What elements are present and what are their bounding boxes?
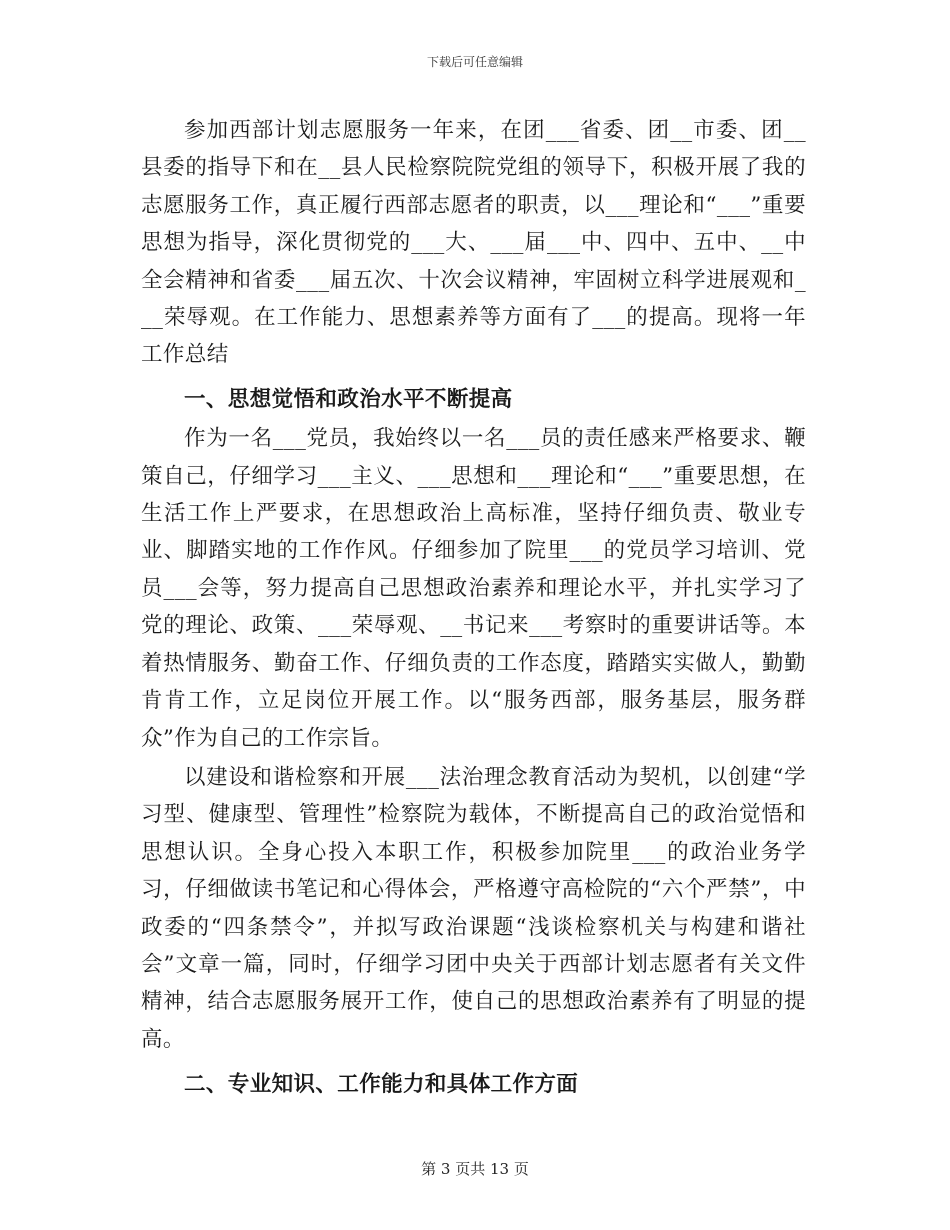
page-footer: 第 3 页共 13 页 (421, 1160, 529, 1178)
document-body (141, 112, 806, 1104)
intro-paragraph: 参加西部计划志愿服务一年来，在团___省委、团__市委、团__县委的指导下和在__县人民检察院院党组的领导下，积极开展了我的志愿服务工作，真正履行西部志愿者的职责，以___理论和“___”重要思想为指导，深化贯彻党的___大、___届___中、四中、五中、__中全会精神和省委___届五次、十次会议精神，牢固树立科学进展观和___荣辱观。在工作能力、思想素养等方面有了___的提高。现将一年工作总结 (141, 118, 806, 368)
page-header: 下载后可任意编辑 (426, 55, 523, 69)
section-heading-2: 二、专业知识、工作能力和具体工作方面 (184, 1072, 579, 1098)
section-heading-1: 一、思想觉悟和政治水平不断提高 (184, 386, 513, 412)
section-1-paragraph-2: 以建设和谐检察和开展___法治理念教育活动为契机，以创建“学习型、健康型、管理性”检察院为载体，不断提高自己的政治觉悟和思想认识。全身心投入本职工作，积极参加院里___的政治业务学习，仔细做读书笔记和心得体会，严格遵守高检院的“六个严禁”，中政委的“四条禁令”，并拟写政治课题“浅谈检察机关与构建和谐社会”文章一篇，同时，仔细学习团中央关于西部计划志愿者有关文件精神，结合志愿服务展开工作，使自己的思想政治素养有了明显的提高。 (141, 764, 806, 1052)
section-1-paragraph-1: 作为一名___党员，我始终以一名___员的责任感来严格要求、鞭策自己，仔细学习___主义、___思想和___理论和“___”重要思想，在生活工作上严要求，在思想政治上高标准，坚持仔细负责、敬业专业、脚踏实地的工作作风。仔细参加了院里___的党员学习培训、党员___会等，努力提高自己思想政治素养和理论水平，并扎实学习了党的理论、政策、___荣辱观、__书记来___考察时的重要讲话等。本着热情服务、勤奋工作、仔细负责的工作态度，踏踏实实做人，勤勤肯肯工作，立足岗位开展工作。以“服务西部，服务基层，服务群众”作为自己的工作宗旨。 (141, 426, 806, 751)
